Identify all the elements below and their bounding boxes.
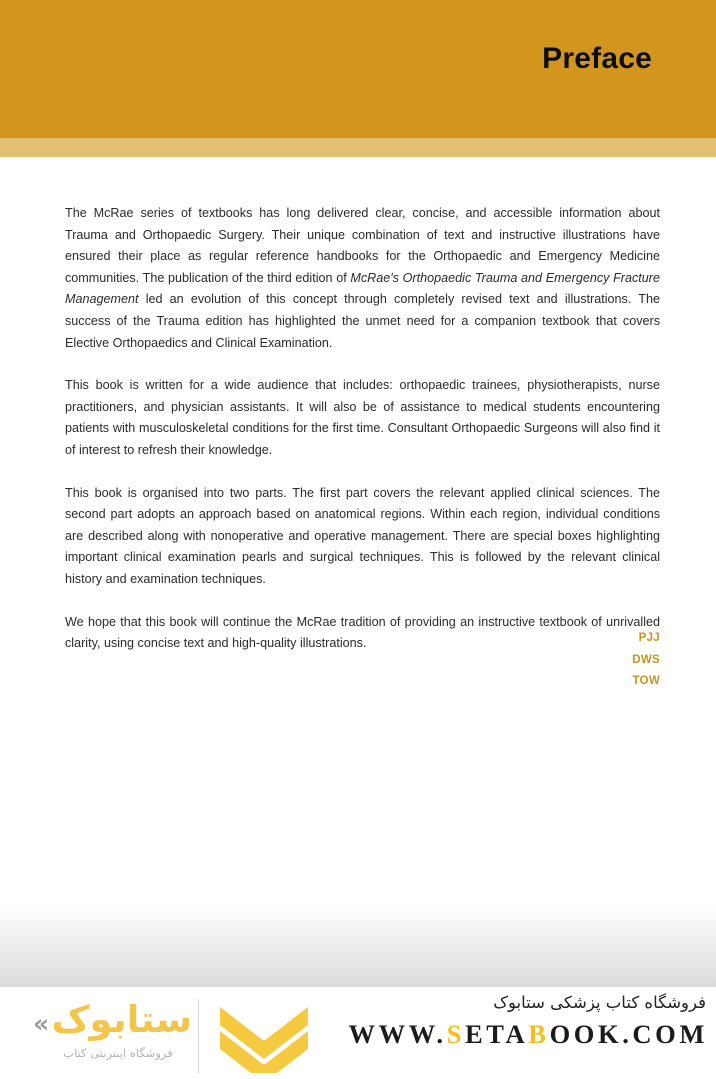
header-band: [0, 0, 716, 138]
logo-divider: [198, 999, 199, 1073]
text-run: led an evolution of this concept through completely revised text and illustrations. The success of the Trauma edition has highlighted the unmet need for a companion textbook that covers Elective Orthopaedics and Clinical Examination.: [65, 292, 660, 350]
paragraph-4: [65, 612, 660, 655]
url-highlight-letter: S: [446, 1019, 465, 1049]
text-run: This book is organised into two parts. The first part covers the relevant applied clinical sciences. The second part adopts an approach based on anatomical regions. Within each region, individual conditions are described along with nonoperative and operative management. There are special boxes highlighting important clinical examination pearls and surgical techniques. This is followed by the relevant clinical history and examination techniques.: [65, 485, 660, 586]
logo-wordmark: ستابوک: [51, 998, 192, 1041]
setabook-logo[interactable]: [32, 991, 322, 1077]
footer-gradient-divider: [0, 905, 716, 987]
paragraph-3: [65, 483, 660, 591]
initials-line: PJJ: [638, 632, 660, 644]
paragraph-2: [65, 375, 660, 461]
url-segment: OOK.COM: [549, 1019, 708, 1049]
logo-subtitle: فروشگاه اینترنتی کتاب: [63, 1046, 173, 1060]
url-segment: WWW.: [348, 1019, 447, 1049]
url-segment: ETA: [464, 1019, 529, 1049]
text-run: We hope that this book will continue the McRae tradition of providing an instructive textbook of unrivalled clarity, using concise text and high-quality illustrations.: [65, 614, 660, 651]
brand-website-url[interactable]: [290, 1017, 710, 1051]
initials-line: DWS: [632, 653, 660, 666]
preface-body: [65, 203, 660, 655]
double-angle-left-icon: «: [33, 1009, 50, 1038]
italic-title-run: McRae's Orthopaedic Trauma and Emergency Fracture Management: [65, 270, 660, 307]
brand-block: [290, 989, 710, 1051]
page-title: Preface: [542, 42, 652, 75]
brand-persian-text: فروشگاه کتاب پزشکی ستابوک: [493, 993, 706, 1012]
header-accent-band: [0, 138, 716, 157]
text-run: The McRae series of textbooks has long delivered clear, concise, and accessible information about Trauma and Orthopaedic Surgery. Their unique combination of text and instructive illustrations have ensured their place as regular reference handbooks for the Orthopaedic and Emergency Medicine communities. The publication of the third edition of: [65, 206, 660, 285]
url-highlight-letter: B: [528, 1019, 550, 1049]
footer-bar: [0, 987, 716, 1079]
paragraph-1: [65, 203, 660, 354]
author-initials: [632, 628, 660, 693]
initials-line: TOW: [632, 675, 660, 687]
text-run: This book is written for a wide audience that includes: orthopaedic trainees, physiotherapists, nurse practitioners, and physician assistants. It will also be of assistance to medical students encountering patients with musculoskeletal conditions for the first time. Consultant Orthopaedic Surgeons will also find it of interest to refresh their knowledge.: [65, 378, 660, 457]
